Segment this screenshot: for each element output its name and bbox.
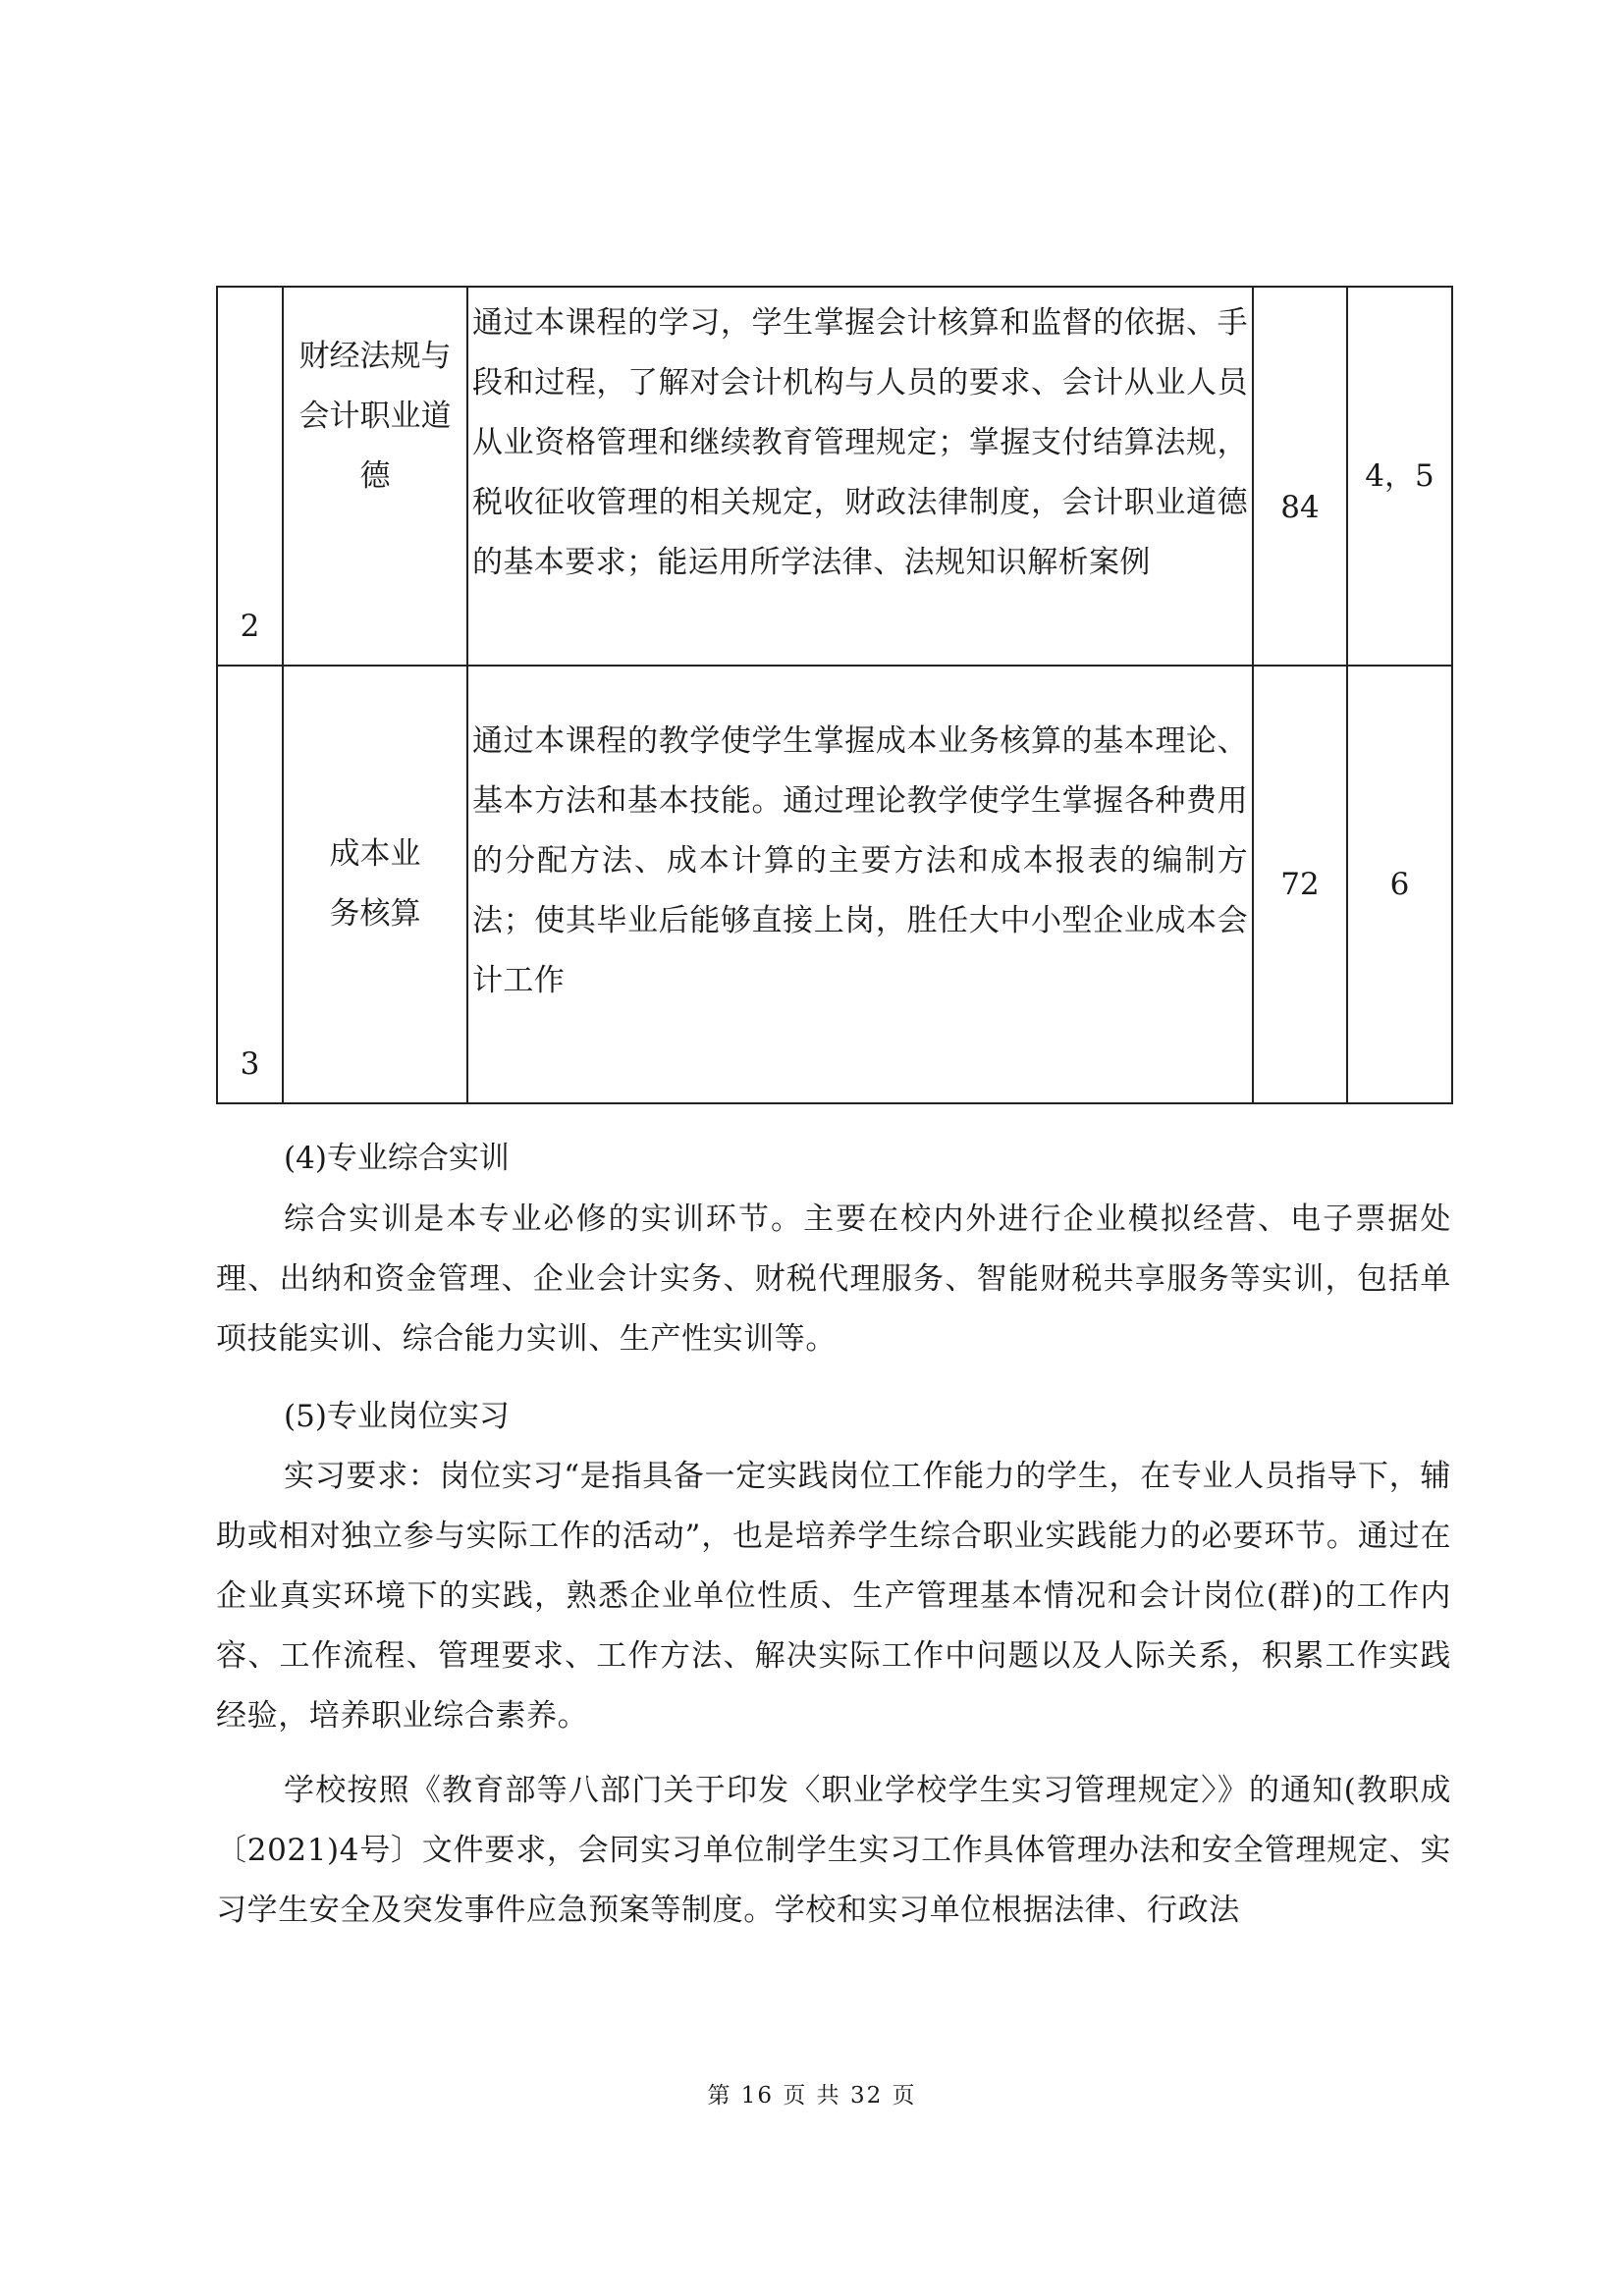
course-hours: 72	[1280, 866, 1320, 902]
course-name-cell	[283, 287, 467, 666]
course-term: 4，5	[1365, 457, 1435, 494]
course-term-cell	[1347, 287, 1452, 666]
paragraph-comprehensive-training: 综合实训是本专业必修的实训环节。主要在校内外进行企业模拟经营、电子票据处理、出纳和资金管理、企业会计实务、财税代理服务、智能财税共享服务等实训，包括单项技能实训、综合能力实训、生产性实训等。	[216, 1201, 1451, 1357]
course-number: 2	[240, 609, 260, 644]
course-hours-cell	[1253, 287, 1347, 666]
course-table	[216, 286, 1453, 1104]
page-number-footer: 第 16 页 共 32 页	[707, 2083, 917, 2109]
section-heading-internship: (5)专业岗位实习	[284, 1399, 510, 1434]
course-number: 3	[240, 1046, 260, 1082]
paragraph-internship-regulations: 学校按照《教育部等八部门关于印发〈职业学校学生实习管理规定〉》的通知(教职成〔2021)4号〕文件要求，会同实习单位制学生实习工作具体管理办法和安全管理规定、实习学生安全及突发事件应急预案等制度。学校和实习单位根据法律、行政法	[216, 1773, 1451, 1928]
table-row	[217, 666, 1452, 1103]
course-description: 通过本课程的教学使学生掌握成本业务核算的基本理论、基本方法和基本技能。通过理论教学使学生掌握各种费用的分配方法、成本计算的主要方法和成本报表的编制方法；使其毕业后能够直接上岗，胜任大中小型企业成本会计工作	[472, 722, 1248, 998]
table-row	[217, 287, 1452, 666]
course-description-cell	[467, 287, 1253, 666]
course-number-cell	[217, 666, 283, 1103]
course-description-cell	[467, 666, 1253, 1103]
paragraph-internship-requirements: 实习要求：岗位实习“是指具备一定实践岗位工作能力的学生，在专业人员指导下，辅助或相对独立参与实际工作的活动”，也是培养学生综合职业实践能力的必要环节。通过在企业真实环境下的实践，熟悉企业单位性质、生产管理基本情况和会计岗位(群)的工作内容、工作流程、管理要求、工作方法、解决实际工作中问题以及人际关系，积累工作实践经验，培养职业综合素养。	[216, 1459, 1451, 1734]
course-name: 成本业务核算	[329, 836, 421, 932]
course-hours-cell	[1253, 666, 1347, 1103]
course-term: 6	[1389, 866, 1410, 902]
course-hours: 84	[1280, 489, 1320, 525]
course-description: 通过本课程的学习，学生掌握会计核算和监督的依据、手段和过程，了解对会计机构与人员的要求、会计从业人员从业资格管理和继续教育管理规定；掌握支付结算法规，税收征收管理的相关规定，财政法律制度，会计职业道德的基本要求；能运用所学法律、法规知识解析案例	[472, 305, 1248, 580]
course-term-cell	[1347, 666, 1452, 1103]
section-heading-comprehensive-training: (4)专业综合实训	[284, 1141, 510, 1176]
course-name: 财经法规与会计职业道德	[298, 338, 452, 494]
course-name-cell	[283, 666, 467, 1103]
course-number-cell	[217, 287, 283, 666]
